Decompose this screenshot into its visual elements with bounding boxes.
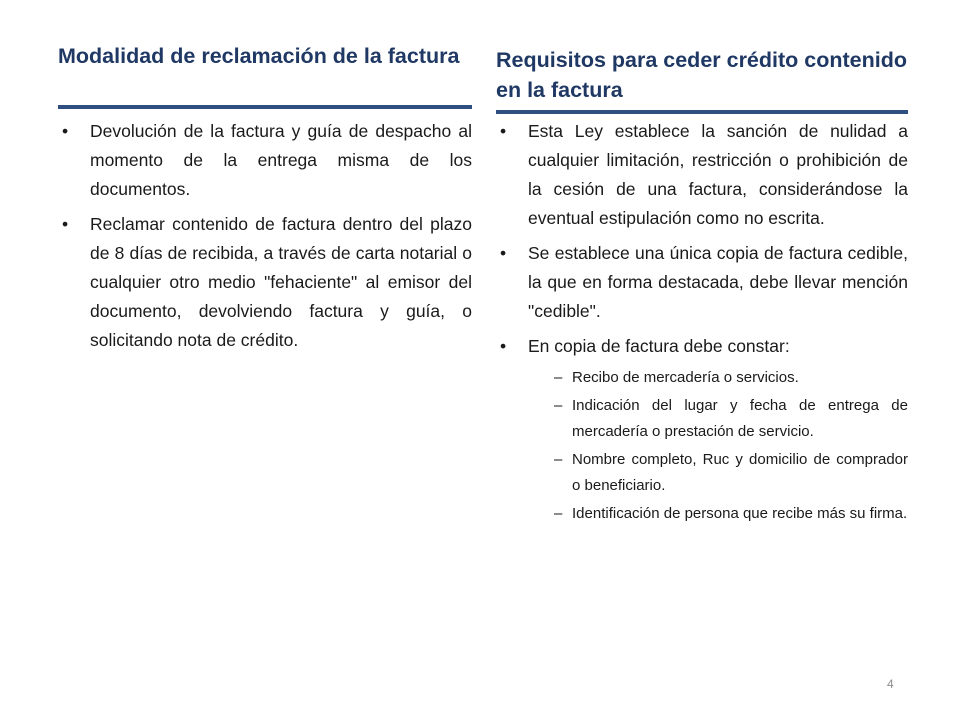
right-bullet-list (496, 117, 908, 533)
sub-list-item (528, 365, 908, 391)
right-heading-rule (496, 110, 908, 114)
bullet-text: Se establece una única copia de factura cedible, la que en forma destacada, debe llevar mención "cedible". (528, 243, 908, 321)
bullet-text: En copia de factura debe constar: (528, 336, 790, 356)
sub-bullet-text: Recibo de mercadería o servicios. (572, 369, 799, 386)
left-bullet-list (58, 117, 472, 361)
bullet-marker: • (500, 243, 507, 263)
bullet-text: Reclamar contenido de factura dentro del plazo de 8 días de recibida, a través de carta notarial o cualquier otro medio "fehaciente" al emisor del documento, devolviendo factura y guía, o solicitando nota de crédito. (90, 214, 472, 350)
list-item (496, 239, 908, 326)
list-item (58, 117, 472, 204)
list-item (496, 117, 908, 233)
sub-bullet-list (528, 365, 908, 527)
bullet-marker: • (62, 214, 69, 234)
sub-list-item (528, 393, 908, 445)
bullet-text: Esta Ley establece la sanción de nulidad a cualquier limitación, restricción o prohibición de la cesión de una factura, considerándose la eventual estipulación como no escrita. (528, 121, 908, 228)
bullet-text: Devolución de la factura y guía de despacho al momento de la entrega misma de los documentos. (90, 121, 472, 199)
sub-list-item (528, 447, 908, 499)
left-heading: Modalidad de reclamación de la factura (58, 44, 460, 68)
sub-bullet-text: Identificación de persona que recibe más su firma. (572, 505, 908, 522)
sub-bullet-marker: – (554, 397, 563, 414)
bullet-marker: • (500, 336, 507, 356)
sub-bullet-marker: – (554, 505, 563, 522)
page-number: 4 (887, 677, 894, 691)
bullet-marker: • (500, 121, 507, 141)
right-heading: Requisitos para ceder crédito contenido en la factura (496, 48, 907, 102)
sub-bullet-marker: – (554, 369, 563, 386)
list-item (496, 332, 908, 527)
bullet-marker: • (62, 121, 69, 141)
sub-list-item (528, 501, 908, 527)
sub-bullet-text: Nombre completo, Ruc y domicilio de comprador o beneficiario. (572, 451, 908, 494)
sub-bullet-marker: – (554, 451, 563, 468)
left-heading-rule (58, 105, 472, 109)
list-item (58, 210, 472, 355)
sub-bullet-text: Indicación del lugar y fecha de entrega de mercadería o prestación de servicio. (572, 397, 908, 440)
